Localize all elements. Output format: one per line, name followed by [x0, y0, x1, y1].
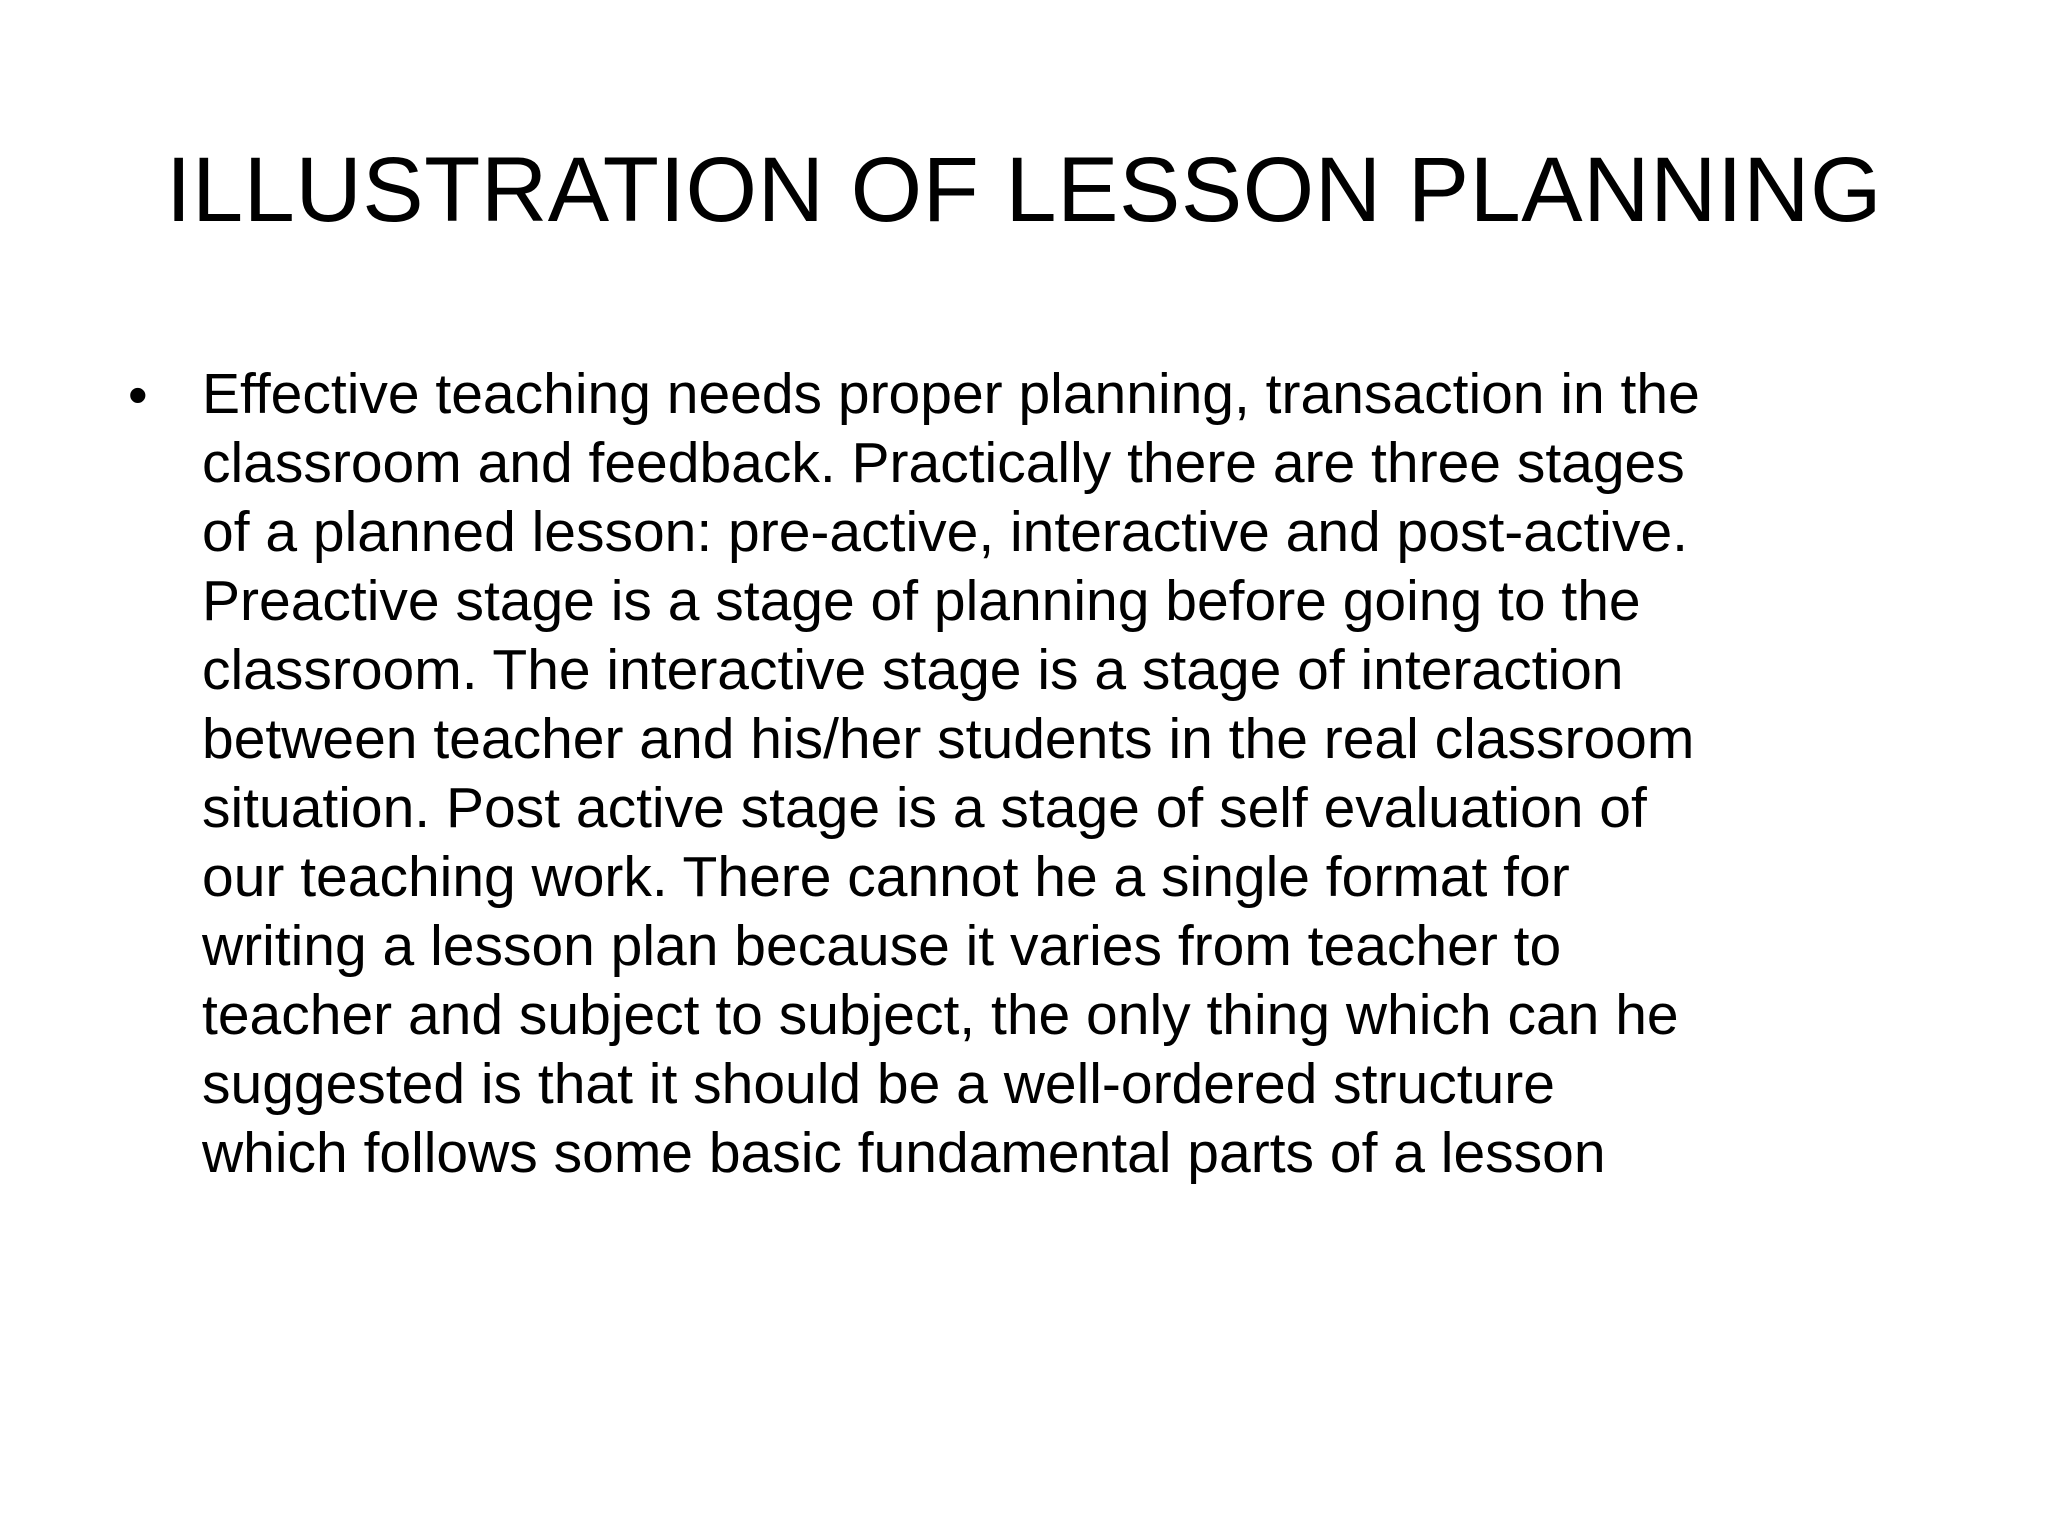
bullet-line: teacher and subject to subject, the only thing which can he [202, 983, 1679, 1047]
bullet-line: which follows some basic fundamental parts of a lesson [202, 1121, 1606, 1185]
bullet-line: Effective teaching needs proper planning, transaction in the [202, 362, 1700, 426]
bullet-item [120, 360, 1950, 1188]
bullet-line: between teacher and his/her students in the real classroom [202, 707, 1695, 771]
bullet-line: classroom and feedback. Practically there are three stages [202, 431, 1685, 495]
bullet-line: our teaching work. There cannot he a single format for [202, 845, 1570, 909]
slide-body [120, 360, 1950, 1188]
bullet-line: suggested is that it should be a well-ordered structure [202, 1052, 1555, 1116]
bullet-marker: • [128, 363, 148, 426]
bullet-line: classroom. The interactive stage is a stage of interaction [202, 638, 1624, 702]
bullet-text [202, 360, 1950, 1188]
bullet-line: situation. Post active stage is a stage of self evaluation of [202, 776, 1647, 840]
bullet-line: writing a lesson plan because it varies from teacher to [202, 914, 1562, 978]
slide-title: ILLUSTRATION OF LESSON PLANNING [165, 139, 1883, 241]
bullet-line: of a planned lesson: pre-active, interactive and post-active. [202, 500, 1689, 564]
bullet-line: Preactive stage is a stage of planning before going to the [202, 569, 1641, 633]
